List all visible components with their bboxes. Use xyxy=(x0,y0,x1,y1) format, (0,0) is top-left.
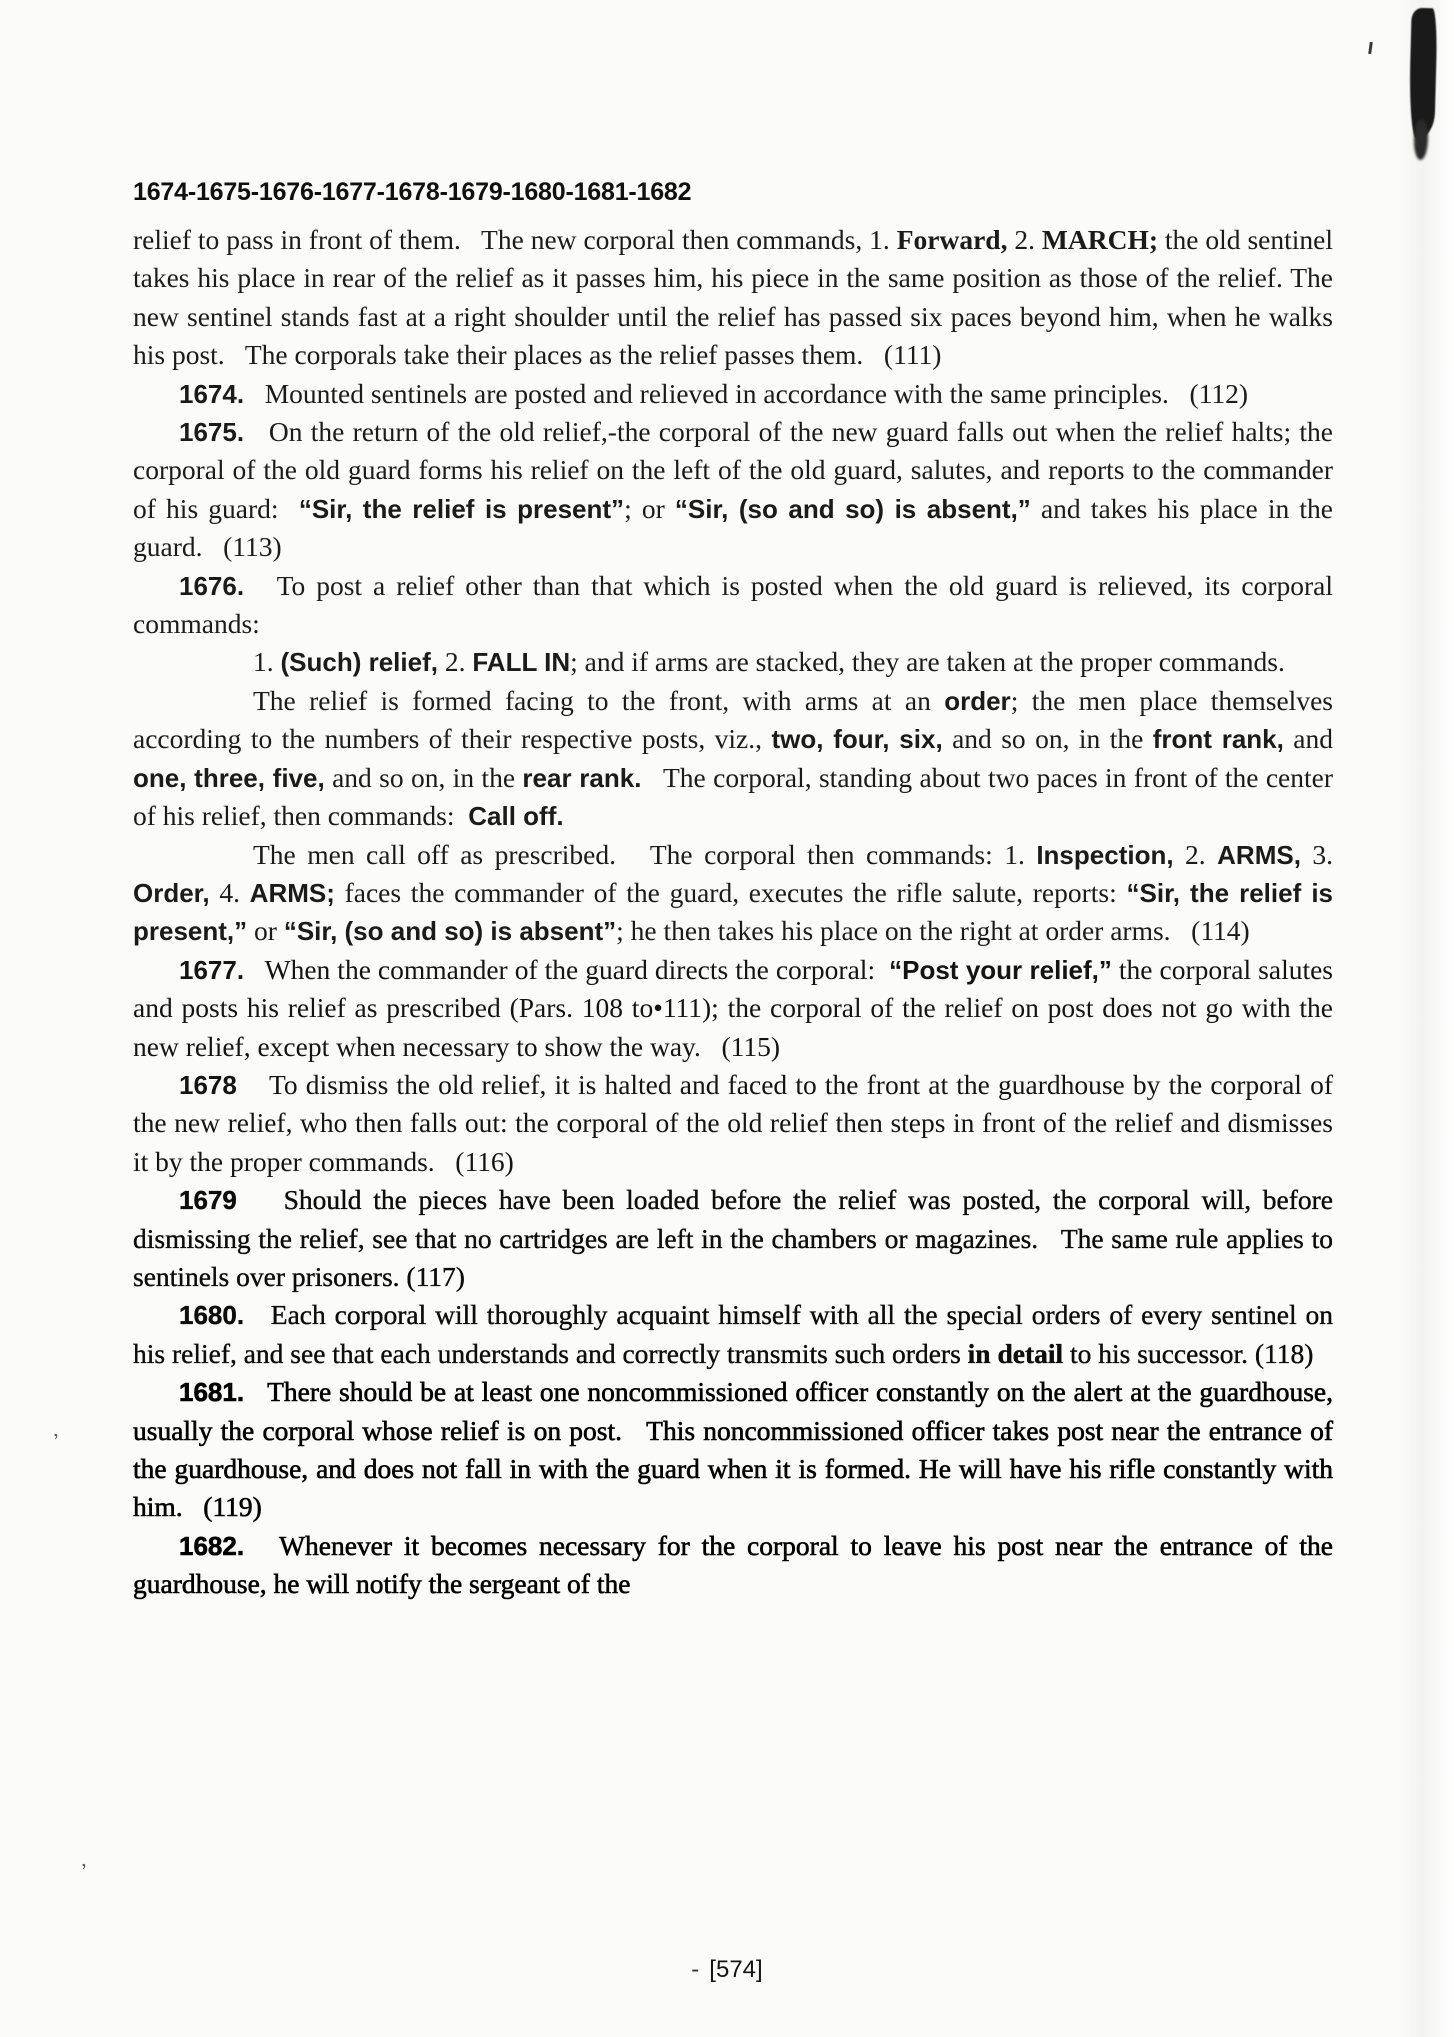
paragraph-number: 1677. xyxy=(179,954,245,985)
paragraph-number: 1679 xyxy=(179,1185,237,1216)
paragraph-number: 1674. xyxy=(179,378,245,409)
page-body xyxy=(133,178,1333,1604)
paragraph-1676-callvoff xyxy=(133,836,1333,951)
paragraph-text: To post a relief other than that which is posted when the old guard is relieved, its corporal commands: xyxy=(133,569,1333,640)
paragraph-1676-formation xyxy=(133,682,1333,836)
paragraph-number: 1681. xyxy=(179,1377,245,1408)
paragraph-1677 xyxy=(133,951,1333,1066)
paragraph-text: There should be at least one noncommissioned officer constantly on the alert at the guardhouse, usually the corporal whose relief is on post. This noncommissioned officer takes post near the entrance of the guardhouse, and does not fall in with the guard when it is formed. He will have his rifle constantly with him. (119) xyxy=(133,1376,1333,1523)
paragraph-1681 xyxy=(133,1373,1333,1527)
paragraph-text: Mounted sentinels are posted and relieved in accordance with the same principles. (112) xyxy=(250,377,1249,409)
paragraph-number: 1675. xyxy=(179,417,245,448)
scan-margin-mark: ’ xyxy=(79,1859,92,1883)
paragraph-1679 xyxy=(133,1181,1333,1296)
paragraph-number: 1682. xyxy=(179,1530,245,1561)
paragraph-text: Whenever it becomes necessary for the corporal to leave his post near the entrance of the guardhouse, he will notify the sergeant of the xyxy=(133,1529,1333,1600)
paragraph-text: relief to pass in front of them. The new corporal then commands, 1. Forward, 2. MARCH; the old sentinel takes his place in rear of the relief as it passes him, his piece in the same position as those of the relief. The new sentinel stands fast at a right shoulder until the relief has passed six paces beyond him, when he walks his post. The corporals take their places as the relief passes them. (111) xyxy=(133,224,1333,371)
paragraph-text: The men call off as prescribed. The corporal then commands: 1. Inspection, 2. ARMS, 3. Order, 4. ARMS; faces the commander of the guard, executes the rifle salute, reports: “Sir, the relief is present,” or “Sir, (so and so) is absent”; he then takes his place on the right at order arms. (114) xyxy=(133,838,1334,947)
paragraph-1675 xyxy=(133,413,1333,567)
paragraph-number: 1680. xyxy=(179,1300,245,1331)
paragraph-1676-command xyxy=(133,643,1333,681)
paragraph-1676 xyxy=(133,567,1333,644)
paragraph-text: Each corporal will thoroughly acquaint himself with all the special orders of every sentinel on his relief, and see that each understands and correctly transmits such orders in detail to his successor. (118) xyxy=(133,1299,1334,1369)
paragraph-1682 xyxy=(133,1527,1333,1604)
scan-margin-mark: ’ xyxy=(51,1429,64,1453)
paragraph-1674 xyxy=(133,375,1333,413)
paragraph-text: When the commander of the guard directs the corporal: “Post your relief,” the corporal salutes and posts his relief as prescribed (Pars. 108 to•111); the corporal of the relief on post does not go with the new relief, except when necessary to show the way. (115) xyxy=(133,953,1334,1062)
paragraph-number: 1676. xyxy=(179,570,245,601)
paragraph-text: On the return of the old relief,‑the corporal of the new guard falls out when the relief halts; the corporal of the old guard forms his relief on the left of the old guard, salutes, and reports to the commander of his guard: “Sir, the relief is present”; or “Sir, (so and so) is absent,” and takes his place in the guard. (113) xyxy=(133,416,1334,563)
paragraph-continuation xyxy=(133,221,1333,375)
paragraph-text: 1. (Such) relief, 2. FALL IN; and if arms are stacked, they are taken at the proper commands. xyxy=(253,646,1285,678)
folio-prefix-mark: - xyxy=(691,1956,700,1983)
paragraph-text: To dismiss the old relief, it is halted and faced to the front at the guardhouse by the corporal of the new relief, who then falls out: the corporal of the old relief then steps in front of the relief and dismisses it by the proper commands. (116) xyxy=(133,1068,1333,1177)
running-head: 1674-1675-1676-1677-1678-1679-1680-1681-1682 xyxy=(133,178,692,206)
paragraph-1678 xyxy=(133,1066,1333,1181)
paragraph-text: The relief is formed facing to the front, with arms at an order; the men place themselves according to the numbers of their respective posts, viz., two, four, six, and so on, in the front rank, and one, three, five, and so on, in the rear rank. The corporal, standing about two paces in front of the center of his relief, then commands: Call off. xyxy=(133,684,1333,832)
folio-number: [574] xyxy=(709,1956,763,1983)
paragraph-1680 xyxy=(133,1296,1333,1373)
paragraph-number: 1678 xyxy=(179,1069,237,1100)
page-folio xyxy=(0,1956,1454,1984)
paragraph-text: Should the pieces have been loaded before the relief was posted, the corporal will, before dismissing the relief, see that no cartridges are left in the chambers or magazines. The same rule applies to sentinels over prisoners. (117) xyxy=(133,1184,1334,1292)
